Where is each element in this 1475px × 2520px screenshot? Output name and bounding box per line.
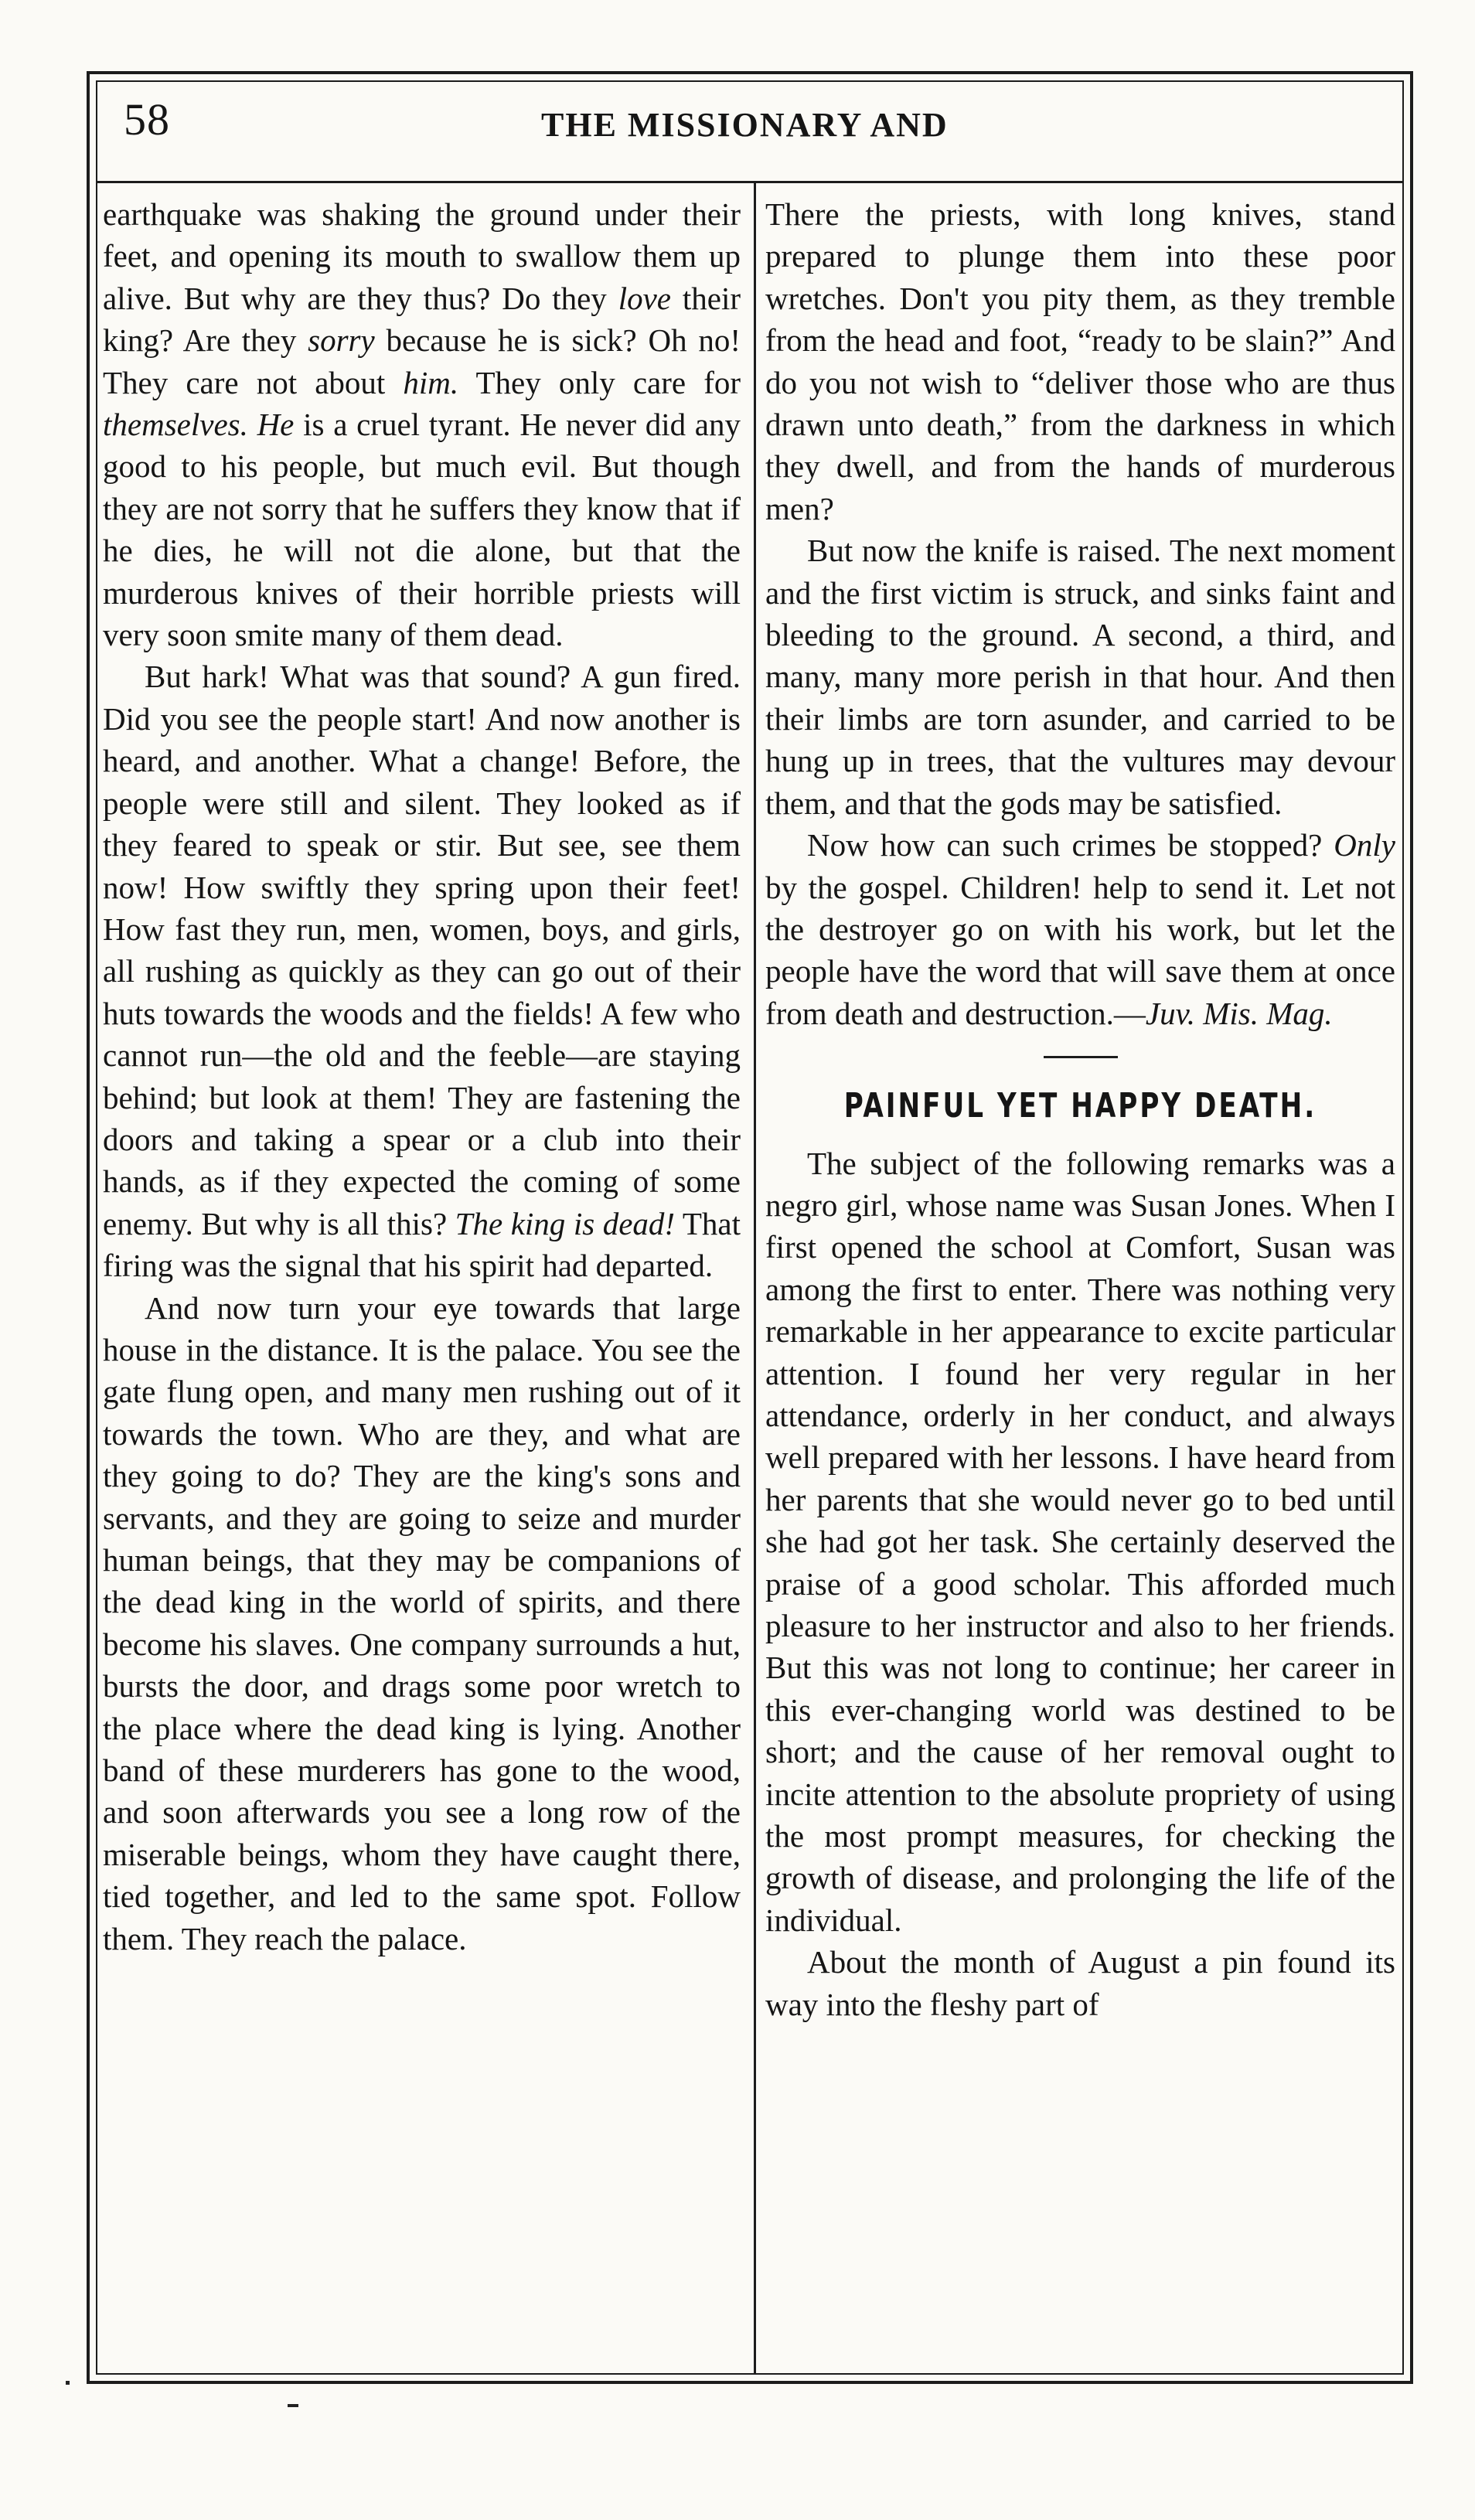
section-title: PAINFUL YET HAPPY DEATH. [843,1085,1317,1125]
left-column [103,193,741,1960]
right-column [765,193,1395,2025]
left-paragraph-3: And now turn your eye towards that large house in the distance. It is the palace. You see the gate flung open, and many men rushing out of it towards the town. Who are they, and what are they going to do? They are the king's sons and servants, and they are going to seize and murder human beings, that they may be companions of the dead king in the world of spirits, and there become his slaves. One company surrounds a hut, bursts the door, and drags some poor wretch to the place where the dead king is lying. Another band of these murderers has gone to the wood, and soon afterwards you see a long row of the miserable beings, whom they have caught there, tied together, and led to the same spot. Follow them. They reach the palace. [103,1289,741,1956]
ink-speck [288,2404,298,2407]
left-paragraph-1: earthquake was shaking the ground under their feet, and opening its mouth to swallow them up alive. But why are they thus? Do they love their king? Are they sorry because he is sick? Oh no! They care not about him. They only care for themselves. He is a cruel tyrant. He never did any good to his people, but much evil. But though they are not sorry that he suffers they know that if he dies, he will not die alone, but that the murderous knives of their horrible priests will very soon smite many of them dead. [103,196,741,653]
running-head: THE MISSIONARY AND [541,106,949,144]
page-number: 58 [124,94,170,145]
ink-speck [66,2381,70,2385]
right-paragraph-2: But now the knife is raised. The next moment and the first victim is struck, and sinks faint and bleeding to the ground. A second, a third, and many, many more perish in that hour. And then their limbs are torn asunder, and carried to be hung up in trees, that the vultures may devour them, and that the gods may be satisfied. [765,533,1395,821]
right-paragraph-4: The subject of the following remarks was a negro girl, whose name was Susan Jones. When I first opened the school at Comfort, Susan was among the first to enter. There was nothing very remarkable in her appearance to excite particular attention. I found her very regular in her attendance, orderly in her conduct, and always well prepared with her lessons. I have heard from her parents that she would never go to bed until she had got her task. She certainly deserved the praise of a good scholar. This afforded much pleasure to her instructor and also to her friends. But this was not long to continue; her career in this ever-changing world was destined to be short; and the cause of her removal ought to incite attention to the absolute propriety of using the most prompt measures, for checking the growth of disease, and prolonging the life of the individual. [765,1145,1395,1938]
right-paragraph-5: About the month of August a pin found its way into the fleshy part of [765,1944,1395,2022]
right-paragraph-1: There the priests, with long knives, stand prepared to plunge them into these poor wretches. Don't you pity them, as they tremble from the head and foot, “ready to be slain?” And do you not wish to “deliver those who are thus drawn unto death,” from the darkness in which they dwell, and from the hands of murderous men? [765,196,1395,526]
left-paragraph-2: But hark! What was that sound? A gun fired. Did you see the people start! And now another is heard, and another. What a change! Before, the people were still and silent. They looked as if they feared to speak or stir. But see, see them now! How swiftly they spring upon their feet! How fast they run, men, women, boys, and girls, all rushing as quickly as they can go out of their huts towards the woods and the fields! A few who cannot run—the old and the feeble—are staying behind; but look at them! They are fastening the doors and taking a spear or a club into their hands, as if they expected the coming of some enemy. But why is all this? The king is dead! That firing was the signal that his spirit had departed. [103,659,741,1284]
header-rule [96,181,1404,183]
section-separator [1044,1056,1118,1058]
right-paragraph-3: Now how can such crimes be stopped? Only by the gospel. Children! help to send it. Let not the destroyer go on with his work, but let the people have the word that will save them at once from death and destruction.—Juv. Mis. Mag. [765,827,1395,1031]
column-divider [754,182,756,2375]
